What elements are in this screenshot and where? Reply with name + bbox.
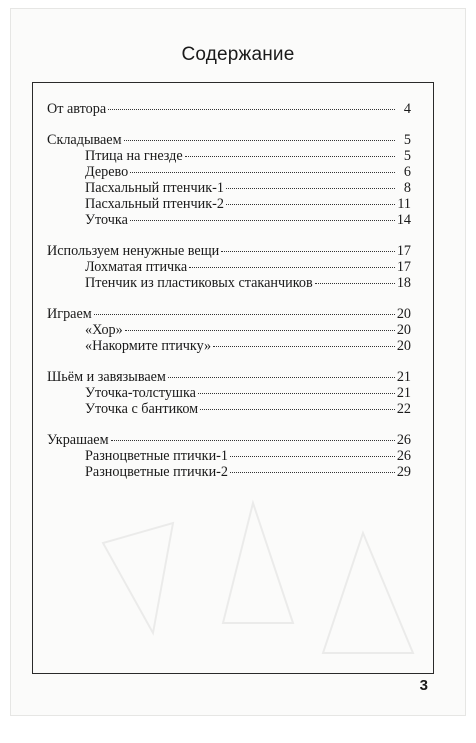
toc-entry-title: Уточка-толстушка bbox=[85, 385, 196, 401]
toc-section bbox=[47, 101, 411, 117]
toc-entry bbox=[47, 275, 411, 291]
toc-section bbox=[47, 432, 411, 480]
toc-entry-title: Разноцветные птички-1 bbox=[85, 448, 228, 464]
toc-page-number: 5 bbox=[403, 132, 411, 148]
toc-entry bbox=[47, 259, 411, 275]
toc-entry bbox=[47, 180, 411, 196]
toc-entry bbox=[47, 322, 411, 338]
toc-section-entry bbox=[47, 306, 411, 322]
toc-section bbox=[47, 243, 411, 291]
toc-section-title: Шьём и завязываем bbox=[47, 369, 166, 385]
toc-section bbox=[47, 306, 411, 354]
toc-entry-title: Пасхальный птенчик-1 bbox=[85, 180, 224, 196]
dot-leader bbox=[168, 377, 395, 378]
toc-entry bbox=[47, 148, 411, 164]
toc-page-number: 29 bbox=[396, 464, 411, 480]
toc-section-title: Используем ненужные вещи bbox=[47, 243, 220, 259]
dot-leader bbox=[125, 330, 395, 331]
book-page bbox=[10, 8, 466, 716]
toc-page-number: 11 bbox=[397, 196, 411, 212]
toc-frame bbox=[32, 82, 434, 674]
toc-entry-title: Уточка bbox=[85, 212, 128, 228]
toc-entry bbox=[47, 164, 411, 180]
dot-leader bbox=[94, 314, 395, 315]
toc-page-number: 20 bbox=[396, 306, 411, 322]
toc-entry-title: Птица на гнезде bbox=[85, 148, 183, 164]
dot-leader bbox=[198, 393, 395, 394]
dot-leader bbox=[130, 220, 395, 221]
toc-page-number: 18 bbox=[396, 275, 411, 291]
toc-entry-title: Лохматая птичка bbox=[85, 259, 188, 275]
toc-entry bbox=[47, 212, 411, 228]
toc-section bbox=[47, 369, 411, 417]
toc-page-number: 14 bbox=[396, 212, 411, 228]
dot-leader bbox=[230, 456, 395, 457]
toc-section-title: Украшаем bbox=[47, 432, 109, 448]
toc-page-number: 26 bbox=[396, 448, 411, 464]
toc-section-title: Играем bbox=[47, 306, 92, 322]
dot-leader bbox=[108, 109, 395, 110]
bleed-through-illustration bbox=[63, 483, 443, 743]
toc-entry-title: Уточка с бантиком bbox=[85, 401, 199, 417]
toc-page-number: 20 bbox=[396, 338, 411, 354]
toc-entry-title: Птенчик из пластиковых стаканчиков bbox=[85, 275, 313, 291]
dot-leader bbox=[226, 188, 395, 189]
dot-leader bbox=[315, 283, 395, 284]
dot-leader bbox=[189, 267, 395, 268]
toc-page-number: 6 bbox=[403, 164, 411, 180]
dot-leader bbox=[185, 156, 395, 157]
dot-leader bbox=[124, 140, 395, 141]
toc-entry-title: «Накормите птичку» bbox=[85, 338, 212, 354]
toc-page-number: 4 bbox=[403, 101, 411, 117]
toc-entry bbox=[47, 385, 411, 401]
toc-section-title: От автора bbox=[47, 101, 107, 117]
toc-entry bbox=[47, 401, 411, 417]
page-title: Содержание bbox=[181, 44, 295, 65]
dot-leader bbox=[213, 346, 395, 347]
toc-section-entry bbox=[47, 243, 411, 259]
toc-entry-title: Дерево bbox=[85, 164, 129, 180]
dot-leader bbox=[130, 172, 395, 173]
page-number: 3 bbox=[419, 677, 428, 694]
toc-page-number: 26 bbox=[396, 432, 411, 448]
toc-page-number: 17 bbox=[396, 243, 411, 259]
dot-leader bbox=[226, 204, 395, 205]
toc-section-entry bbox=[47, 432, 411, 448]
toc-page-number: 17 bbox=[396, 259, 411, 275]
toc-entry-title: Пасхальный птенчик-2 bbox=[85, 196, 224, 212]
toc-section-title: Складываем bbox=[47, 132, 122, 148]
toc-page-number: 5 bbox=[403, 148, 411, 164]
toc-section bbox=[47, 132, 411, 228]
toc-page-number: 8 bbox=[403, 180, 411, 196]
toc-entry-title: «Хор» bbox=[85, 322, 123, 338]
dot-leader bbox=[230, 472, 395, 473]
toc-page-number: 20 bbox=[396, 322, 411, 338]
toc-entry bbox=[47, 338, 411, 354]
toc-entry-title: Разноцветные птички-2 bbox=[85, 464, 228, 480]
toc-entry bbox=[47, 448, 411, 464]
toc-section-entry bbox=[47, 369, 411, 385]
toc-page-number: 21 bbox=[396, 385, 411, 401]
toc-section-entry bbox=[47, 101, 411, 117]
dot-leader bbox=[111, 440, 395, 441]
toc-page-number: 22 bbox=[396, 401, 411, 417]
toc-entry bbox=[47, 464, 411, 480]
toc-page-number: 21 bbox=[396, 369, 411, 385]
toc-section-entry bbox=[47, 132, 411, 148]
dot-leader bbox=[200, 409, 395, 410]
table-of-contents bbox=[47, 101, 411, 495]
dot-leader bbox=[221, 251, 395, 252]
toc-entry bbox=[47, 196, 411, 212]
